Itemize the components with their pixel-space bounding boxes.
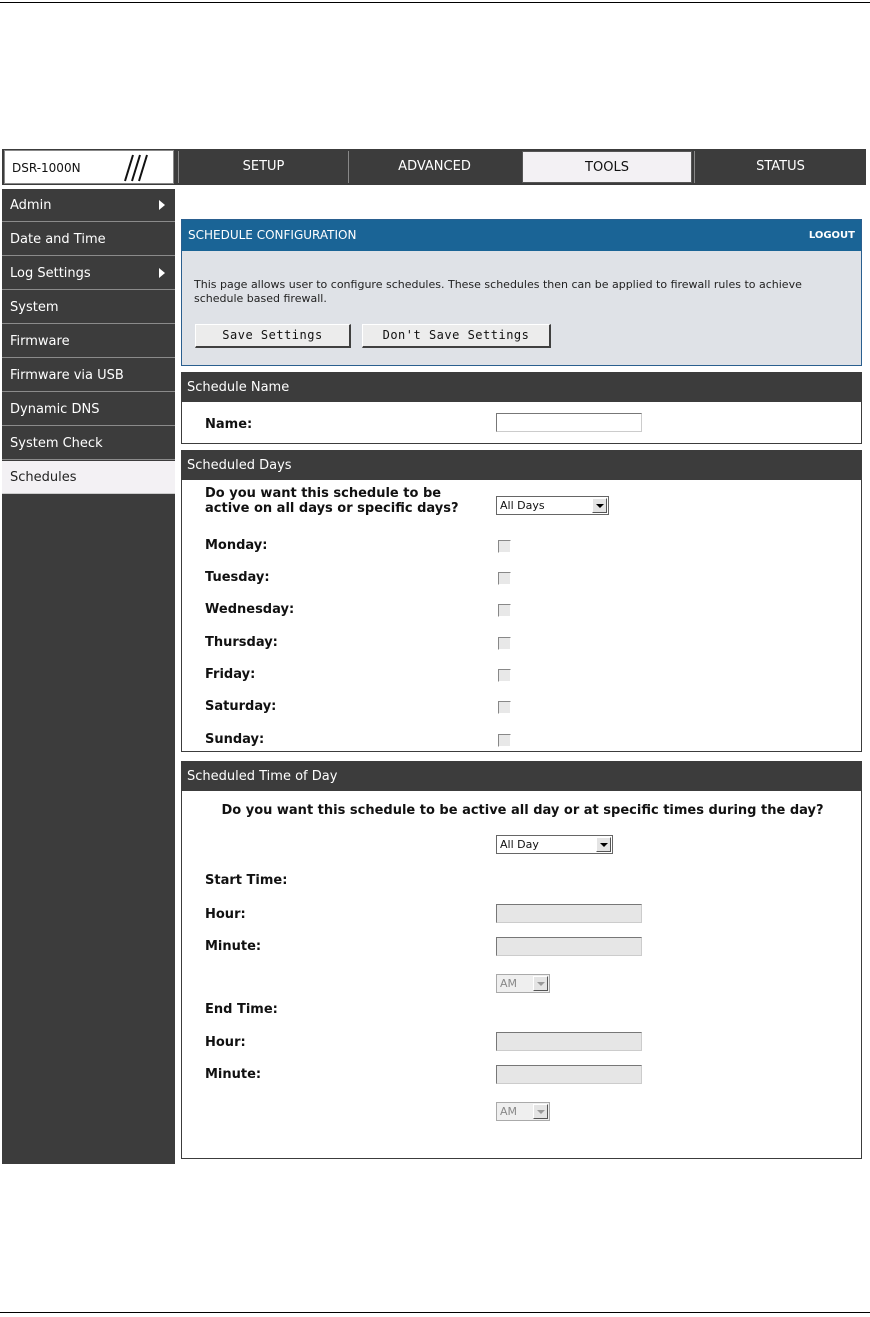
dropdown-arrow-icon [592,498,607,513]
submenu-arrow-icon [159,268,165,278]
end-minute-input[interactable] [496,1065,642,1084]
section-header: Schedule Name [182,373,861,402]
page-top-rule [0,2,870,3]
end-hour-label: Hour: [205,1035,246,1050]
end-time-label: End Time: [205,1002,278,1017]
tab-advanced[interactable]: ADVANCED [348,151,520,183]
scheduled-time-section [181,761,862,1159]
end-ampm-select[interactable] [496,1102,550,1121]
page-description: This page allows user to configure schedules. These schedules then can be applied to firewall rules to achieve schedule based firewall. [194,278,802,305]
days-mode-select[interactable] [496,496,609,515]
section-header: Scheduled Time of Day [182,762,861,791]
submenu-arrow-icon [159,200,165,210]
start-hour-input[interactable] [496,904,642,923]
sidebar-item-label: Schedules [10,470,77,485]
tuesday-checkbox[interactable] [498,572,511,585]
dropdown-arrow-icon [533,976,548,991]
friday-checkbox[interactable] [498,669,511,682]
device-model-label: DSR-1000N [12,161,81,175]
days-mode-value: All Days [500,499,545,512]
start-ampm-select[interactable] [496,974,550,993]
start-minute-label: Minute: [205,939,262,954]
thursday-label: Thursday: [205,635,278,650]
dropdown-arrow-icon [533,1104,548,1119]
sidebar-item-label: Date and Time [10,232,106,247]
save-settings-button[interactable]: Save Settings [195,324,351,348]
start-time-label: Start Time: [205,873,288,888]
sidebar [2,189,175,1164]
sidebar-item-label: Log Settings [10,266,91,281]
sidebar-item-label: System Check [10,436,103,451]
monday-label: Monday: [205,538,268,553]
sidebar-item-system[interactable] [2,291,175,324]
end-minute-label: Minute: [205,1067,262,1082]
sidebar-item-label: Dynamic DNS [10,402,100,417]
sidebar-item-label: Admin [10,198,52,213]
tab-tools[interactable]: TOOLS [522,151,692,183]
time-mode-value: All Day [500,838,539,851]
schedule-configuration-panel [181,219,862,366]
schedule-name-section [181,372,862,444]
scheduled-days-section [181,450,862,752]
sunday-label: Sunday: [205,732,265,747]
sidebar-item-label: Firmware via USB [10,368,124,383]
sidebar-item-log-settings[interactable] [2,257,175,290]
sidebar-item-label: Firmware [10,334,70,349]
start-minute-input[interactable] [496,937,642,956]
panel-header [182,220,861,251]
page-bottom-rule [0,1312,870,1313]
friday-label: Friday: [205,667,256,682]
page-title: SCHEDULE CONFIGURATION [188,228,357,242]
sidebar-item-dynamic-dns[interactable] [2,393,175,426]
start-ampm-value: AM [500,977,518,990]
sidebar-item-firmware-via-usb[interactable] [2,359,175,392]
name-label: Name: [205,417,253,432]
dropdown-arrow-icon [596,837,611,852]
end-hour-input[interactable] [496,1032,642,1051]
sidebar-item-firmware[interactable] [2,325,175,358]
top-navigation-bar [2,149,866,185]
days-question-line2: active on all days or specific days? [205,501,459,516]
sidebar-item-date-and-time[interactable] [2,223,175,256]
days-mode-question [205,486,459,516]
logout-link[interactable]: LOGOUT [808,230,855,241]
wednesday-checkbox[interactable] [498,604,511,617]
section-header: Scheduled Days [182,451,861,480]
wednesday-label: Wednesday: [205,602,295,617]
sunday-checkbox[interactable] [498,734,511,747]
end-ampm-value: AM [500,1105,518,1118]
tab-setup[interactable]: SETUP [178,151,348,183]
time-mode-select[interactable] [496,835,613,854]
sidebar-item-system-check[interactable] [2,427,175,460]
slash-logo-icon [113,151,153,184]
sidebar-item-label: System [10,300,59,315]
thursday-checkbox[interactable] [498,637,511,650]
tab-status[interactable]: STATUS [694,151,866,183]
tuesday-label: Tuesday: [205,570,270,585]
dont-save-settings-button[interactable]: Don't Save Settings [362,324,551,348]
days-question-line1: Do you want this schedule to be [205,486,442,501]
monday-checkbox[interactable] [498,540,511,553]
device-brand-box [4,150,174,184]
start-hour-label: Hour: [205,907,246,922]
saturday-label: Saturday: [205,699,277,714]
schedule-name-input[interactable] [496,413,642,432]
sidebar-item-schedules[interactable] [2,461,175,494]
saturday-checkbox[interactable] [498,701,511,714]
sidebar-item-admin[interactable] [2,189,175,222]
time-mode-question: Do you want this schedule to be active all day or at specific times during the day? [221,803,824,818]
